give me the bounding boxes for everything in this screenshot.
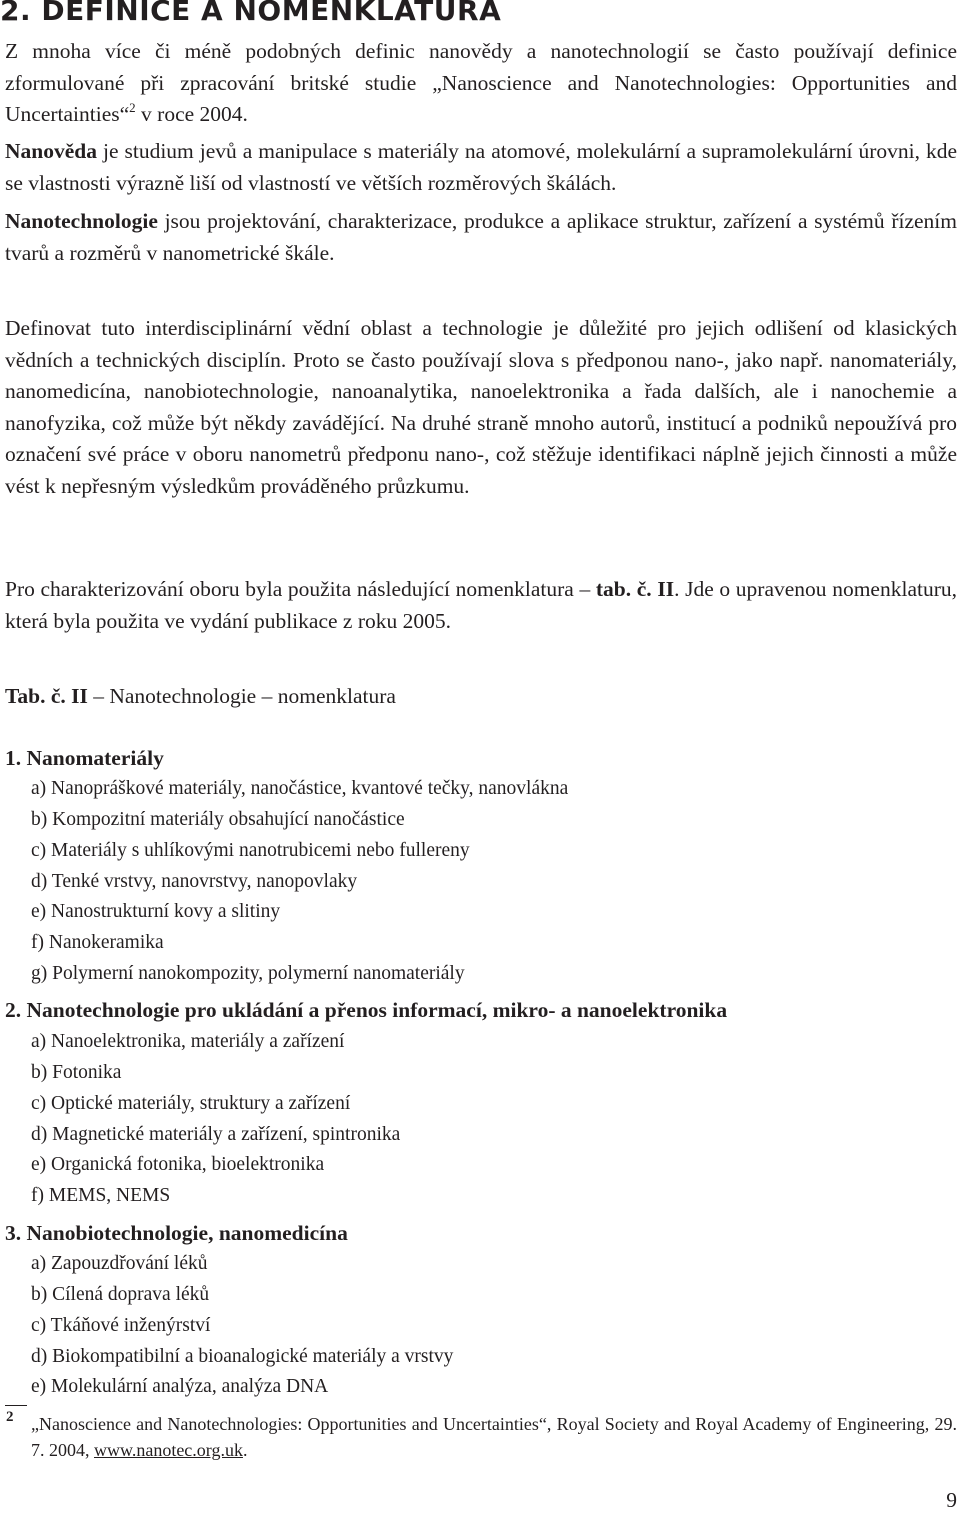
footnote-text [31, 1411, 957, 1463]
term-nanotechnologie: Nanotechnologie [5, 209, 158, 233]
list-item: b) Fotonika [31, 1062, 122, 1083]
section-heading: 2. DEFINICE A NOMENKLATURA [0, 0, 502, 27]
intro-text: Z mnoha více či méně podobných definic nanovědy a nanotechnologií se často používají definice zformulované při zpracování britské studie „Nanoscience and Nanotechnologies: Opportunities and Uncertainties“ [5, 39, 957, 127]
section-3-title: 3. Nanobiotechnologie, nanomedicína [5, 1221, 348, 1245]
list-item: e) Organická fotonika, bioelektronika [31, 1154, 325, 1175]
definition-nanotechnologie-text: jsou projektování, charakterizace, produkce a aplikace struktur, zařízení a systémů řízením tvarů a rozměrů v nanometrické škále. [5, 209, 957, 265]
intro-text-end: v roce 2004. [135, 102, 248, 127]
list-item: b) Kompozitní materiály obsahující nanočástice [31, 809, 405, 830]
section-2-title: 2. Nanotechnologie pro ukládání a přenos informací, mikro- a nanoelektronika [5, 998, 728, 1022]
footnote-reference[interactable]: 2 [129, 100, 136, 116]
term-nanoveda: Nanověda [5, 139, 97, 163]
list-item: e) Molekulární analýza, analýza DNA [31, 1376, 329, 1397]
footnote-end: . [242, 1440, 248, 1460]
list-item: f) Nanokeramika [31, 932, 164, 953]
list-item: c) Tkáňové inženýrství [31, 1315, 211, 1336]
footnote-link[interactable]: www.nanotec.org.uk [94, 1440, 243, 1460]
list-item: a) Nanopráškové materiály, nanočástice, kvantové tečky, nanovlákna [31, 778, 569, 799]
nomenklatura-text: Pro charakterizování oboru byla použita následující nomenklatura – [5, 577, 596, 601]
footnote-citation: „Nanoscience and Nanotechnologies: Opportunities and Uncertainties“, Royal Society and Royal Academy of Engineering, 29. 7. 2004, [31, 1414, 957, 1460]
table-title: Nanotechnologie – nomenklatura [109, 684, 396, 708]
list-item: c) Materiály s uhlíkovými nanotrubicemi nebo fullereny [31, 840, 470, 861]
footnote-divider [5, 1405, 27, 1406]
list-item: a) Zapouzdřování léků [31, 1253, 208, 1274]
table-caption-dash: – [87, 684, 110, 708]
list-item: g) Polymerní nanokompozity, polymerní nanomateriály [31, 963, 465, 984]
paragraph-nomenklatura [5, 574, 957, 637]
list-item: b) Cílená doprava léků [31, 1284, 210, 1305]
table-caption [5, 681, 396, 712]
nomenklatura-text-end: . Jde o upravenou nomenklaturu, která byla použita ve vydání publikace z roku 2005. [5, 577, 957, 633]
list-item: c) Optické materiály, struktury a zařízení [31, 1093, 351, 1114]
list-item: e) Nanostrukturní kovy a slitiny [31, 901, 281, 922]
footnote-mark: 2 [6, 1409, 14, 1425]
list-item: a) Nanoelektronika, materiály a zařízení [31, 1031, 345, 1052]
table-label: Tab. č. II [5, 684, 88, 708]
definition-nanoveda [5, 136, 957, 199]
list-item: d) Tenké vrstvy, nanovrstvy, nanopovlaky [31, 871, 358, 892]
list-item: d) Magnetické materiály a zařízení, spintronika [31, 1124, 401, 1145]
section-1-title: 1. Nanomateriály [5, 746, 164, 770]
definition-nanotechnologie [5, 206, 957, 269]
definition-nanoveda-text: je studium jevů a manipulace s materiály na atomové, molekulární a supramolekulární úrovni, kde se vlastnosti výrazně liší od vlastností ve větších rozměrových škálách. [5, 139, 957, 195]
intro-paragraph [5, 36, 957, 131]
list-item: f) MEMS, NEMS [31, 1185, 171, 1206]
paragraph-definovat: Definovat tuto interdisciplinární vědní oblast a technologie je důležité pro jejich odlišení od klasických vědních a technických disciplín. Proto se často používají slova s předponou nano-, jako např. nanomateriály, nanomedicína, nanobiotechnologie, nanoanalytika, nanoelektronika a řada dalších, ale i nanochemie a nanofyzika, což může být někdy zavádějící. Na druhé straně mnoho autorů, institucí a podniků nepoužívá pro označení své práce v oboru nanometrů předponu nano-, což stěžuje identifikaci náplně jejich činnosti a může vést k nepřesným výsledkům prováděného průzkumu. [5, 316, 957, 498]
page-number: 9 [946, 1488, 957, 1512]
table-reference: tab. č. II [595, 577, 675, 601]
list-item: d) Biokompatibilní a bioanalogické materiály a vrstvy [31, 1346, 454, 1367]
